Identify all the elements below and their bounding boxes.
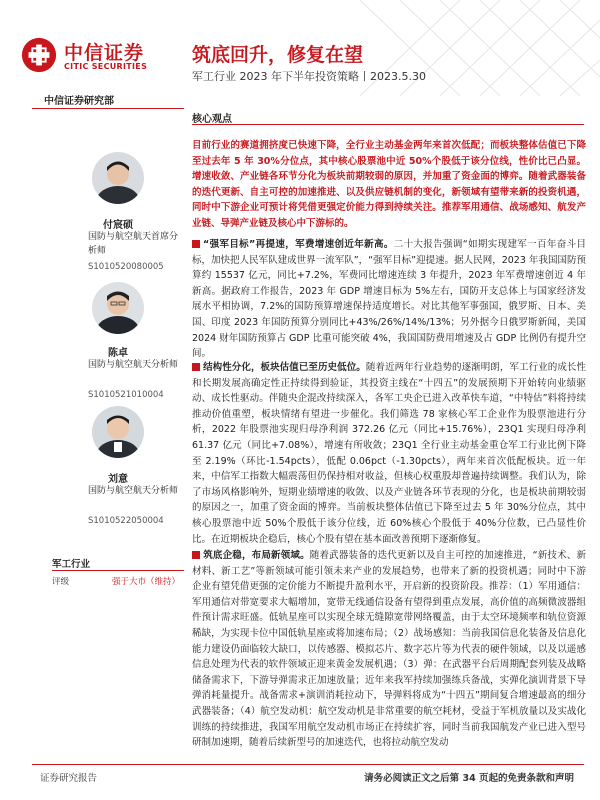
core-view-divider bbox=[192, 124, 584, 125]
analyst-id: S1010522050004 bbox=[88, 516, 164, 526]
paragraph-body: 随着武器装备的迭代更新以及自主可控的加速推进，“新技术、新材料、新工艺”等新领域可能引领未来产业的发展趋势，也带来了新的投资机遇；同时中下游企业有望凭借更强的定价能力不断提升盈利水平，开启新的投资阶段。推荐：（1）军用通信：军用通信对带宽要求大幅增加，宽带无线通信设备有望得到重点发展，高价值的高频微波器组件预计需求旺盛。低轨星座可以实现全球无缝隙宽带网络覆盖，由于太空环境频率和轨位资源稀缺，为实现卡位中国低轨星座或将加速布局；（2）战场感知：当前我国信息化装备及信息化能力建设仍面临较大缺口，以传感器、模拟芯片、数字芯片等为代表的硬件领域，以及以遥感信息处理为代表的软件领域正迎来黄金发展机遇；（3）弹：在武器平台后周期配套列装及战略储备需求下，下游导弹需求正加速放量；近年来我军持续加强练兵备战，实弹化演训背景下导弹消耗量提升。战备需求+演训消耗拉动下，导弹料将成为“十四五”期间复合增速最高的细分武器装备；（4）航空发动机：航空发动机是非常重要的航空耗材，受益于军机放量以及实战化训练的持续推进，我国军用航空发动机市场正在持续扩容，同时当前我国航发产业已进入型号研制加速期，随着后续新型号的加速迭代，也将拉动航空发动 bbox=[192, 550, 586, 749]
core-view-heading: 核心观点 bbox=[192, 114, 232, 125]
paragraph-body: 二十大报告强调“如期实现建军一百年奋斗目标，加快把人民军队建成世界一流军队”，“强军目标”迎提速。据人民网，2023 年我国国防预算约 15537 亿元，同比+7.2%，军费同比增速连续 3 年提升，2023 年军费增速创近 4 年新高。据政府工作报告，2023 年 GDP 增速目标为 5%左右，国防开支总体上与国家经济发展水平相协调，7.2%的国防预算增速保持适度增长。对比其他军事强国，俄罗斯、日本、美国、印度 2023 年国防预算分别同比+43%/26%/14%/13%；另外据今日俄罗斯新闻，美国 2024 财年国防预算占 GDP 比重可能突破 4%，我国国防费用增速及占 GDP 比例仍有提升空间。 bbox=[192, 239, 586, 360]
report-header bbox=[0, 0, 600, 96]
logo-english: CITIC SECURITIES bbox=[64, 62, 148, 71]
industry-heading: 军工行业 bbox=[52, 559, 91, 570]
rating-value: 强于大市（维持） bbox=[112, 577, 181, 587]
footer-divider bbox=[32, 764, 584, 765]
analyst-name: 陈卓 bbox=[108, 348, 128, 359]
analyst-name: 付宸硕 bbox=[103, 220, 133, 231]
analyst-avatar bbox=[92, 282, 144, 334]
paragraph-lead: “强军目标”再提速，军费增速创近年新高。 bbox=[203, 239, 394, 250]
analyst-title: 国防与航空航天分析师 bbox=[88, 360, 179, 370]
paragraph-lead: 筑底企稳，布局新领域。 bbox=[203, 550, 310, 561]
citic-logo bbox=[20, 36, 58, 74]
paragraph-new-fields bbox=[192, 548, 586, 758]
analyst-title: 国防与航空航天首席分析师 bbox=[88, 232, 179, 256]
analyst-id: S1010521010004 bbox=[88, 390, 164, 400]
paragraph-body: 随着近两年行业趋势的逐渐明朗，军工行业的成长性和长期发展高确定性正持续得到验证，其投资主线在“十四五”的发展预期下开始转向业绩驱动、成长性驱动。伴随央企混改持续深入，各军工央企已进入改革快车道，“中特估”料将持续推动价值重塑，板块情绪有望进一步催化。我们筛选 78 家核心军工企业作为股票池进行分析，2022 年股票池实现归母净利润 372.26 亿元（同比+15.76%），23Q1 实现归母净利 61.37 亿元（同比+7.08%），增速有所收敛；23Q1 全行业主动基金重仓军工行业比例下降至 2.19%（环比-1.54pcts），低配 0.06pct（-1.30pcts），两年来首次低配板块。近一年来，中信军工指数大幅震荡但仍保持相对收益，但核心权重股却普遍持续调整。我们认为，除了市场风格影响外，短期业绩增速的收敛、以及产业链各环节表现的分化，也是板块前期较弱的原因之一，加重了资金面的博弈。当前板块整体估值已下降至过去 5 年 30%分位点，其中核心股票池中近 50%个股低于该分位线，近 60%核心个股低于 40%分位数，已凸显性价比。在近期板块企稳后，核心个股有望在基本面改善预期下逐渐修复。 bbox=[192, 362, 586, 545]
industry-divider bbox=[52, 570, 184, 571]
report-subtitle: 军工行业 2023 年下半年投资策略丨2023.5.30 bbox=[192, 70, 426, 83]
analyst-avatar bbox=[92, 152, 144, 204]
analyst-title: 国防与航空航天分析师 bbox=[88, 486, 179, 496]
sidebar-divider bbox=[32, 108, 184, 109]
bullet-icon bbox=[192, 551, 200, 559]
analyst-avatar bbox=[92, 406, 144, 458]
footer-disclaimer: 请务必阅读正文之后第 34 页起的免责条款和声明 bbox=[364, 773, 574, 784]
analyst-id: S1010520080005 bbox=[88, 262, 164, 272]
rating-label: 评级 bbox=[52, 577, 70, 587]
bullet-icon bbox=[192, 363, 200, 371]
paragraph-lead: 结构性分化，板块估值已至历史低位。 bbox=[203, 362, 366, 373]
bullet-icon bbox=[192, 240, 200, 248]
footer-label: 证券研究报告 bbox=[40, 773, 98, 784]
report-title: 筑底回升，修复在望 bbox=[192, 44, 364, 66]
analyst-name: 刘意 bbox=[108, 474, 128, 485]
core-summary: 目前行业的赛道拥挤度已快速下降，全行业主动基金两年来首次低配；而板块整体估值已下降至过去年 5 年 30%分位点，其中核心股票池中近 50%个股低于该分位线，性价比已凸显。增速收敛、产业链各环节分化为板块前期较弱的原因，并加重了资金面的博弈。随着武器装备的迭代更新、自主可控的加速推进、以及供应链机制的变化，新领域有望带来新的投资机遇，同时中下游企业可预计将凭借更强定价能力得到持续关注。推荐军用通信、战场感知、航发产业链、导弹产业链及核心中下游标的。 bbox=[192, 140, 586, 229]
logo-chinese: 中信证券 bbox=[64, 42, 145, 64]
research-dept: 中信证券研究部 bbox=[44, 96, 114, 107]
paragraph-military-budget bbox=[192, 237, 586, 362]
paragraph-valuation bbox=[192, 360, 586, 547]
